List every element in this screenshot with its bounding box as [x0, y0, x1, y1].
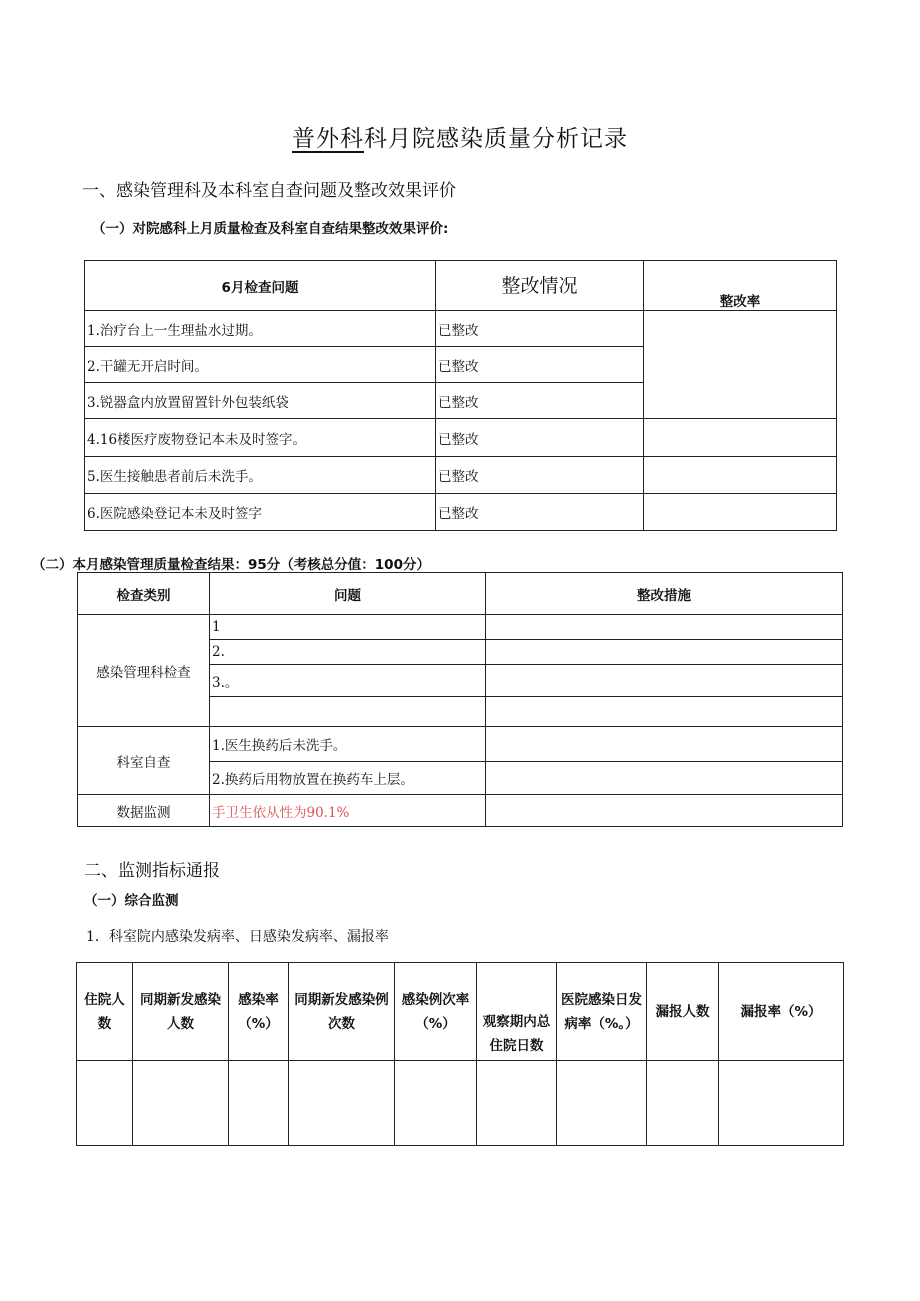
rate-cell: [644, 311, 837, 419]
page-title: [0, 120, 920, 153]
status-cell: 已整改: [436, 494, 644, 531]
status-cell: 已整改: [436, 383, 644, 419]
measure-cell: [486, 795, 843, 827]
measure-cell: [486, 697, 843, 727]
data-cell: [289, 1061, 395, 1146]
status-cell: 已整改: [436, 457, 644, 494]
col-header-status: 整改情况: [436, 261, 644, 311]
data-cell: [395, 1061, 477, 1146]
category-cell: 感染管理科检查: [78, 615, 210, 727]
data-cell: [557, 1061, 647, 1146]
data-cell: [133, 1061, 229, 1146]
issue-cell: 3.锐器盒内放置留置针外包装纸袋: [85, 383, 436, 419]
issue-cell: 5.医生接触患者前后未洗手。: [85, 457, 436, 494]
measure-cell: [486, 665, 843, 697]
status-cell: 已整改: [436, 419, 644, 457]
rate-cell: [644, 419, 837, 457]
title-rest: 科月院感染质量分析记录: [364, 126, 628, 152]
col-header-daily-incidence: 医院感染日发病率（%。）: [557, 963, 647, 1061]
problem-cell: 3.。: [210, 665, 486, 697]
section1-sub2: （二）本月感染管理质量检查结果：95分（考核总分值：100分）: [32, 557, 430, 573]
col-header-inpatients: 住院人数: [77, 963, 133, 1061]
measure-cell: [486, 762, 843, 795]
col-header-infection-rate: 感染率（%）: [229, 963, 289, 1061]
col-header-issue: 6月检查问题: [85, 261, 436, 311]
problem-cell: 1: [210, 615, 486, 640]
rectification-table: [84, 260, 837, 531]
col-header-missed-count: 漏报人数: [647, 963, 719, 1061]
data-cell: [647, 1061, 719, 1146]
col-header-new-infections: 同期新发感染人数: [133, 963, 229, 1061]
issue-cell: 4.16楼医疗废物登记本未及时签字。: [85, 419, 436, 457]
col-header-missed-rate: 漏报率（%）: [719, 963, 844, 1061]
problem-cell: 2.换药后用物放置在换药车上层。: [210, 762, 486, 795]
issue-cell: 2.干罐无开启时间。: [85, 347, 436, 383]
section2-heading: 二、监测指标通报: [84, 861, 220, 881]
col-header-measures: 整改措施: [486, 573, 843, 615]
status-cell: 已整改: [436, 311, 644, 347]
measure-cell: [486, 640, 843, 665]
rate-cell: [644, 494, 837, 531]
category-cell: 数据监测: [78, 795, 210, 827]
col-header-case-rate: 感染例次率（%）: [395, 963, 477, 1061]
col-header-problem: 问题: [210, 573, 486, 615]
col-header-category: 检查类别: [78, 573, 210, 615]
data-cell: [477, 1061, 557, 1146]
data-cell: [77, 1061, 133, 1146]
status-cell: 已整改: [436, 347, 644, 383]
data-cell: [229, 1061, 289, 1146]
issue-cell: 1.治疗台上一生理盐水过期。: [85, 311, 436, 347]
section1-heading: 一、感染管理科及本科室自查问题及整改效果评价: [82, 181, 456, 201]
section2-line1: 1．科室院内感染发病率、日感染发病率、漏报率: [86, 929, 389, 945]
problem-cell: 2.: [210, 640, 486, 665]
problem-cell-highlight: 手卫生依从性为90.1%: [210, 795, 486, 827]
col-header-new-infection-cases: 同期新发感染例次数: [289, 963, 395, 1061]
section2-sub1: （一）综合监测: [84, 893, 179, 909]
quality-check-table: [77, 572, 843, 827]
problem-cell: [210, 697, 486, 727]
issue-cell: 6.医院感染登记本未及时签字: [85, 494, 436, 531]
measure-cell: [486, 615, 843, 640]
col-header-rate: 整改率: [644, 261, 837, 311]
problem-cell: 1.医生换药后未洗手。: [210, 727, 486, 762]
category-cell: 科室自查: [78, 727, 210, 795]
col-header-total-days: 观察期内总住院日数: [477, 963, 557, 1061]
monitoring-table: [76, 962, 844, 1146]
department-name: 普外科: [292, 126, 364, 152]
section1-sub1: （一）对院感科上月质量检查及科室自查结果整改效果评价:: [92, 221, 449, 237]
measure-cell: [486, 727, 843, 762]
data-cell: [719, 1061, 844, 1146]
rate-cell: [644, 457, 837, 494]
